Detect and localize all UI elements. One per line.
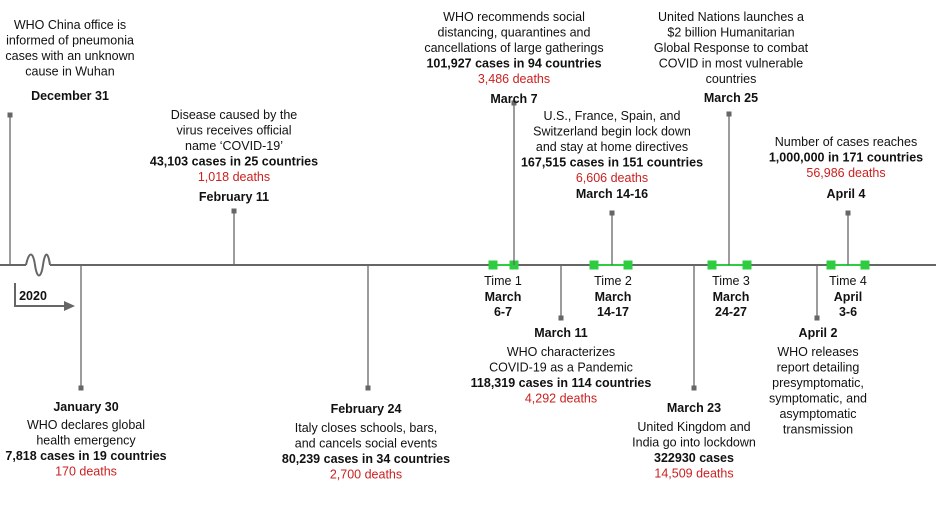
- period-dates: 14-17: [597, 305, 629, 319]
- period-label: Time 3: [712, 274, 750, 288]
- event-connector-end: [727, 112, 732, 117]
- event-cases: 101,927 cases in 94 countries: [426, 56, 602, 71]
- event-description: Global Response to combat: [653, 41, 809, 55]
- event-mar1416: [521, 109, 703, 265]
- event-cases: 43,103 cases in 25 countries: [149, 154, 319, 169]
- event-deaths: 56,986 deaths: [806, 166, 886, 180]
- event-description: and cancels social events: [294, 436, 438, 451]
- event-description: cause in Wuhan: [25, 64, 115, 79]
- event-date: March 7: [490, 92, 538, 106]
- event-deaths: 6,606 deaths: [575, 171, 649, 185]
- event-feb24: [282, 265, 450, 482]
- event-description: cancellations of large gatherings: [424, 41, 604, 55]
- event-apr4: [769, 135, 923, 265]
- event-description: U.S., France, Spain, and: [543, 109, 681, 123]
- event-deaths: 3,486 deaths: [477, 72, 551, 86]
- event-description: cases with an unknown: [5, 49, 135, 63]
- event-description: name ‘COVID-19’: [185, 139, 283, 153]
- event-cases: 167,515 cases in 151 countries: [520, 155, 704, 170]
- event-description: Switzerland begin lock down: [533, 124, 691, 139]
- event-date: April 4: [826, 187, 866, 201]
- event-connector-end: [366, 386, 371, 391]
- year-arrow-head-icon: [64, 301, 75, 311]
- event-description: presymptomatic,: [772, 376, 864, 390]
- event-description: and stay at home directives: [535, 140, 689, 154]
- period-marker: [743, 261, 752, 270]
- event-connector-end: [610, 211, 615, 216]
- event-description: Disease caused by the: [170, 108, 298, 122]
- event-date: March 23: [666, 401, 722, 415]
- event-date: January 30: [53, 400, 119, 414]
- event-connector-end: [846, 211, 851, 216]
- period-dates: March: [484, 290, 522, 304]
- event-description: United Nations launches a: [658, 10, 804, 24]
- period-marker: [590, 261, 599, 270]
- event-description: WHO China office is: [13, 18, 127, 32]
- event-connector-end: [692, 386, 697, 391]
- event-description: distancing, quarantines and: [437, 25, 591, 40]
- period-marker: [624, 261, 633, 270]
- timeline-connectors: [0, 255, 936, 312]
- event-description: $2 billion Humanitarian: [667, 25, 795, 40]
- event-feb11: [150, 108, 318, 265]
- event-description: virus receives official: [176, 123, 292, 138]
- event-date: February 11: [198, 190, 270, 204]
- axis-break-squiggle: [26, 255, 50, 276]
- event-description: informed of pneumonia: [6, 33, 134, 48]
- event-cases: 118,319 cases in 114 countries: [470, 376, 652, 390]
- event-deaths: 170 deaths: [55, 464, 117, 479]
- period-label: Time 2: [594, 274, 632, 288]
- event-connector-end: [815, 316, 820, 321]
- event-date: March 14-16: [575, 187, 649, 201]
- period-dates: March: [594, 290, 632, 304]
- timeline-events: [5, 10, 923, 482]
- period-marker: [489, 261, 498, 270]
- event-description: countries: [705, 72, 757, 86]
- event-description: WHO releases: [777, 345, 859, 359]
- event-description: transmission: [782, 422, 854, 437]
- event-description: Number of cases reaches: [774, 135, 918, 149]
- time-period-t3: [708, 261, 752, 320]
- time-period-t4: [827, 261, 870, 320]
- event-connector-end: [559, 316, 564, 321]
- period-dates: 6-7: [493, 305, 513, 319]
- event-description: United Kingdom and: [637, 420, 751, 434]
- event-description: WHO declares global: [26, 418, 146, 432]
- event-deaths: 14,509 deaths: [654, 466, 734, 481]
- event-date: April 2: [798, 326, 838, 340]
- event-cases: 322930 cases: [654, 451, 734, 465]
- event-connector-end: [8, 113, 13, 118]
- period-marker: [708, 261, 717, 270]
- event-description: COVID-19 as a Pandemic: [489, 360, 633, 375]
- event-description: asymptomatic: [779, 407, 857, 421]
- event-date: March 25: [703, 91, 759, 105]
- period-dates: March: [712, 290, 750, 304]
- event-description: Italy closes schools, bars,: [294, 421, 438, 435]
- event-connector-end: [232, 209, 237, 214]
- period-dates: 24-27: [715, 305, 747, 319]
- event-deaths: 4,292 deaths: [524, 391, 598, 406]
- time-period-t1: [484, 261, 522, 320]
- event-date: March 11: [534, 326, 588, 340]
- time-periods: [484, 261, 869, 320]
- event-date: February 24: [330, 402, 402, 416]
- event-description: COVID in most vulnerable: [658, 56, 804, 71]
- event-cases: 80,239 cases in 34 countries: [281, 452, 451, 466]
- event-description: India go into lockdown: [632, 435, 756, 450]
- event-cases: 7,818 cases in 19 countries: [5, 449, 167, 463]
- event-description: symptomatic, and: [769, 391, 867, 406]
- period-marker: [827, 261, 836, 270]
- event-connector-end: [79, 386, 84, 391]
- year-label: 2020: [19, 289, 47, 303]
- event-description: WHO recommends social: [443, 10, 585, 24]
- event-description: WHO characterizes: [506, 345, 616, 359]
- event-date: December 31: [31, 89, 109, 103]
- event-dec31: [5, 18, 134, 265]
- event-deaths: 1,018 deaths: [197, 170, 271, 184]
- event-description: report detailing: [776, 360, 860, 375]
- event-description: health emergency: [36, 433, 136, 448]
- period-dates: April: [833, 290, 863, 304]
- period-label: Time 4: [829, 274, 867, 288]
- period-dates: 3-6: [838, 305, 858, 319]
- time-period-t2: [590, 261, 633, 320]
- period-label: Time 1: [484, 274, 522, 288]
- event-cases: 1,000,000 in 171 countries: [768, 150, 924, 165]
- event-deaths: 2,700 deaths: [329, 467, 403, 482]
- period-marker: [861, 261, 870, 270]
